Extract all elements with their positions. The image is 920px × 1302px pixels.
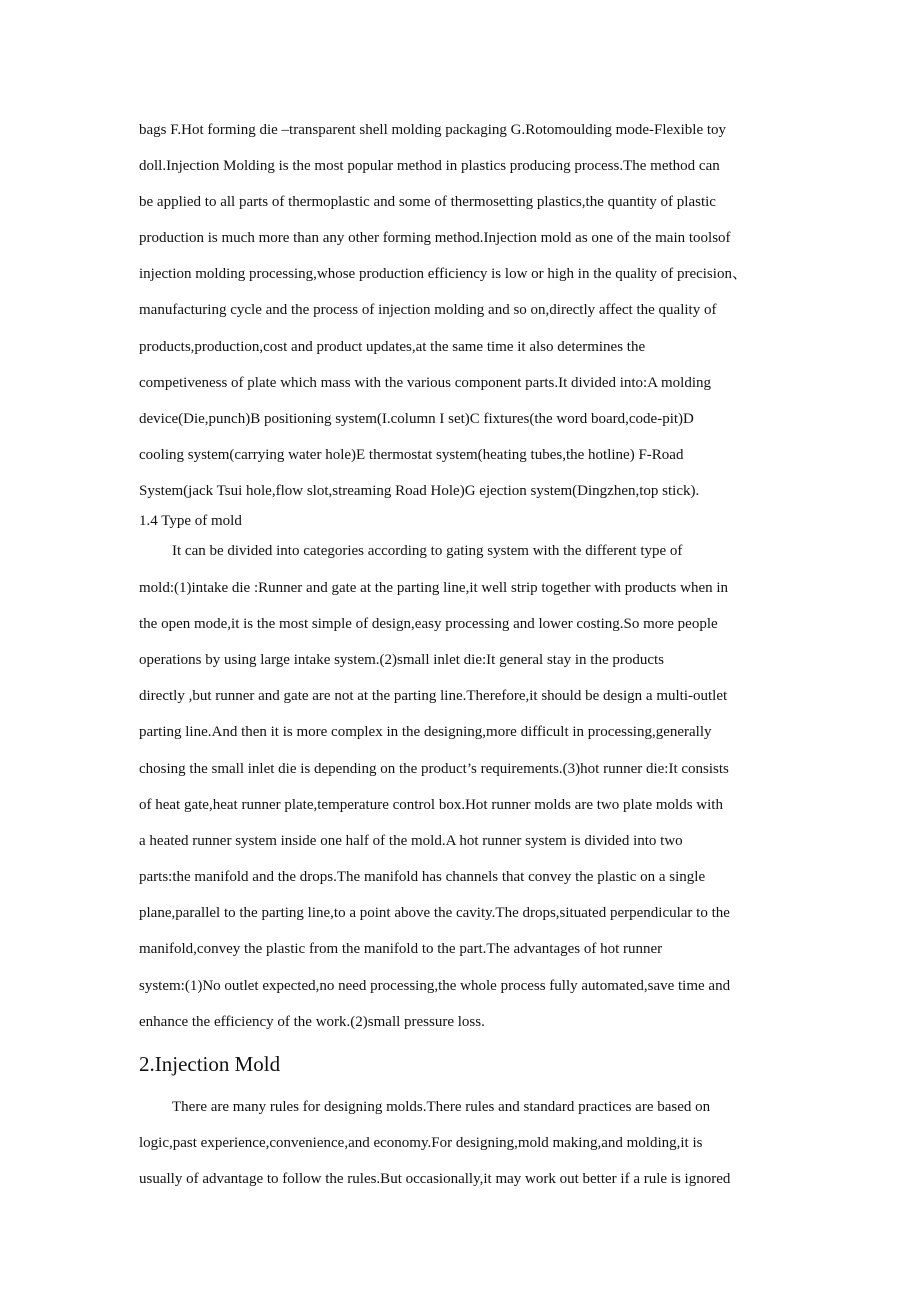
text-line: operations by using large intake system.(2)small inlet die:It general stay in the products (139, 652, 665, 668)
text-line: parting line.And then it is more complex in the designing,more difficult in processing,generally (139, 724, 712, 740)
text-line: chosing the small inlet die is depending on the product’s requirements.(3)hot runner die:It consists (139, 761, 729, 777)
section-heading-1-4: 1.4 Type of mold (139, 513, 242, 529)
section-heading-2: 2.Injection Mold (139, 1052, 281, 1076)
text-line: enhance the efficiency of the work.(2)small pressure loss. (139, 1014, 485, 1030)
text-line: competiveness of plate which mass with the various component parts.It divided into:A molding (139, 375, 711, 391)
text-line: be applied to all parts of thermoplastic and some of thermosetting plastics,the quantity of plastic (139, 194, 716, 210)
text-line: logic,past experience,convenience,and economy.For designing,mold making,and molding,it is (139, 1135, 703, 1151)
text-line: production is much more than any other forming method.Injection mold as one of the main toolsof (139, 230, 731, 246)
text-line: a heated runner system inside one half of the mold.A hot runner system is divided into two (139, 833, 683, 849)
text-line: bags F.Hot forming die –transparent shell molding packaging G.Rotomoulding mode-Flexible toy (139, 122, 727, 138)
text-line: injection molding processing,whose production efficiency is low or high in the quality of precision、 (139, 266, 747, 282)
text-line: System(jack Tsui hole,flow slot,streaming Road Hole)G ejection system(Dingzhen,top stick). (139, 483, 700, 499)
text-line: doll.Injection Molding is the most popular method in plastics producing process.The method can (139, 158, 720, 174)
text-line: manufacturing cycle and the process of injection molding and so on,directly affect the quality of (139, 302, 717, 318)
text-line: cooling system(carrying water hole)E thermostat system(heating tubes,the hotline) F-Road (139, 447, 684, 463)
text-line: system:(1)No outlet expected,no need processing,the whole process fully automated,save time and (139, 978, 731, 994)
text-line: directly ,but runner and gate are not at the parting line.Therefore,it should be design a multi-outlet (139, 688, 728, 704)
text-line: mold:(1)intake die :Runner and gate at the parting line,it well strip together with products when in (139, 580, 729, 596)
text-line: device(Die,punch)B positioning system(I.column I set)C fixtures(the word board,code-pit)D (139, 411, 694, 427)
text-line: products,production,cost and product updates,at the same time it also determines the (139, 339, 646, 355)
text-line: usually of advantage to follow the rules.But occasionally,it may work out better if a rule is ignored (139, 1171, 731, 1187)
text-line: plane,parallel to the parting line,to a point above the cavity.The drops,situated perpendicular to the (139, 905, 730, 921)
text-line: manifold,convey the plastic from the manifold to the part.The advantages of hot runner (139, 941, 663, 957)
text-line: the open mode,it is the most simple of design,easy processing and lower costing.So more people (139, 616, 718, 632)
text-line: There are many rules for designing molds.There rules and standard practices are based on (172, 1099, 711, 1115)
text-line: of heat gate,heat runner plate,temperature control box.Hot runner molds are two plate molds with (139, 797, 723, 813)
text-line: parts:the manifold and the drops.The manifold has channels that convey the plastic on a single (139, 869, 706, 885)
text-line: It can be divided into categories according to gating system with the different type of (172, 543, 683, 559)
